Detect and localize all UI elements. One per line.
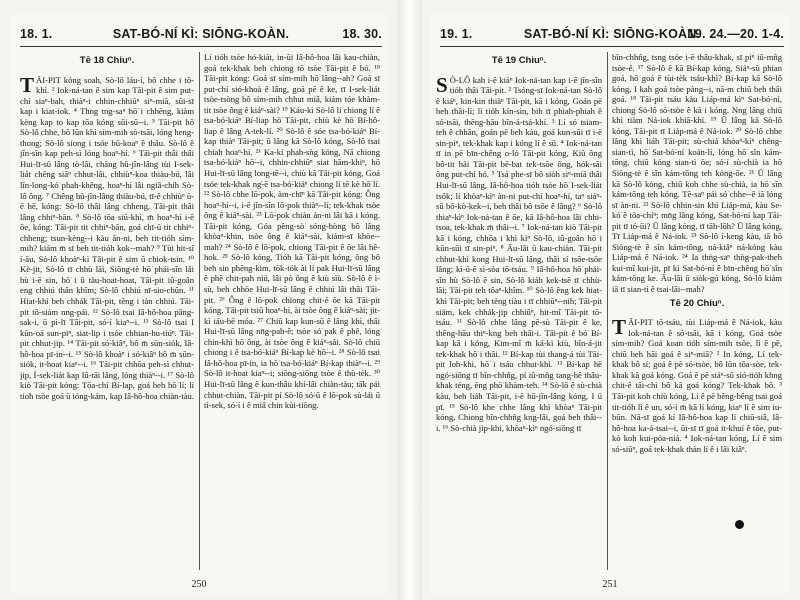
chapter-18-title: Tē 18 Chiuⁿ. (79, 55, 135, 66)
left-col2-text: Lí tióh tsòe hó-kiát, in-ūi Iâ-hô-hoa lâi kau-chiàn, goá tek-khak beh chiong tō tsòe Tāi-pit ê bó͘. ¹⁸ Tāi-pit kóng: Goá sī sím-mih hō lâng--ah? Goá sī put-chí sió-khoà ê lâng, goá pē ê ke, tī I-sek-liát tsòe-tsòng bô sím-mih chhut miâ, kiám tóe khàm-tit tsòe ông ê kiáⁿ-sài? ¹⁹ Káu-kì Sò-lô lí chiong lí ê tsa-bó͘-kiáⁿ Bí-liap hō͘ Tāi-pit, chiù kè hō͘ Bí-hô-liap ê lâng A-tek-lí. ²⁰ Sò-lô ê sóe tsa-bó͘-kiáⁿ Bí-kap thiàⁿ Tāi-pit; ū lâng kā Sò-lô kóng, Sò-lô tsai chiah hoaⁿ-hí. ²¹ Ka-kí phah-sǹg kóng, Nā chiong tsa-bó͘-kiáⁿ hō͘--i, chhin-chhiūⁿ siat hām-khiⁿ, hō͘ Hui-lī-sū lâng long-tē--i, chiù kā Tāi-pit kóng, Goá tsóe tek-khak ng̍-ē tsa-bó͘-kiáⁿ chiong lí tē kè hō͘ lí. ²² Sò-lô chhe lō͘-pok, àm-chīⁿ kā Tāi-pit kóng: Ông hoaⁿ-hí--i, i-ē jîn-sîn lō͘-pok thiàⁿ--lí; tek-khak tsòe ông ê kiáⁿ-sài. ²³ Lō͘-pok chiàu án-ni lâi kā i kóng. Tāi-pit kóng, Góa pêng-sò͘ sóng-hòng bô lâng khòaⁿ-khin, tsòe ông ê kiáⁿ-sài, kiám-sī khòe--mah? ²⁴ Sò-lô ê lō͘-pok, chiong Tāi-pit ê ōe lâi hê-hok. ²⁵ Sò-lô kóng, Tióh kā Tāi-pit kóng, ông bô beh sin phēng-kim, tōk-tók ài lí pak Hui-lī-sū lâng ê phê chit-pah niú, lâi pò ông ê kiù sìù. Sò-lô ê ì-sù, beh chhōe Hui-lī-sū lâng ê chhiú lâi thâi Tāi-pit. ²⁶ Ông ê lō͘-pok chiong chit-ē ōe kā Tāi-pit kóng, Tāi-pit tsiū hoaⁿ-hí, ài tsòe ông ê kiáⁿ-sài; jit-kì iáu-bē móa. ²⁷ Chiū kap kun-sū ê lâng khì, thâi Hui-lī-sū lâng nn̄g-pah-ê; tsòe só͘ pak ê phê, lóng chin-khì hō͘ ông, ài tsòe ông ê kiáⁿ-sài. Sò-lô chiū chiong i ê tsa-bó͘-kiáⁿ Bí-kap kè hō͘--i. ²⁸ Sò-lô tsai Iâ-hô-hoa pī-in, ia hō͘ tsa-bó͘-kiáⁿ Bí-kap thiàⁿ--i. ²⁹ Sò-lô it-hoat kiaⁿ--i; siōng-siōng tsòe ê thù-tèk. ³⁰ Hui-lī-sū lâng ê kun-thâu khí-lâi chiàn-tàu; tāk pái chhut-chiàn, Tāi-pit pí Sò-lô só͘-ū ê lō͘-pok sù-lái ū tì-sek, só͘-í i ê miâ chin kùi-tiōng. (204, 52, 380, 411)
right-page (430, 14, 790, 594)
drop-cap: S (436, 72, 448, 97)
right-col1-text: Ò-LÔ kah i-ê kiáⁿ Iok-ná-tan kap i-ē jîn-sîn tióh thâi Tāi-pit. ² Tsóng-sī Iok-ná-tan Sò-lô ê kiáⁿ, kin-kin thiàⁿ Tāi-pit, kā i kóng, Goán pē beh thâi-lí; lí tióh kín-sìn, bih tī phiah-phiah ê só͘-tsāi, thēng-hāu bîn-á-tsá-khí. ³ Lí só͘ tsiam-teh ê chhân, goán pē beh kàu, goá kun-sūi tī i-ē sin-piⁿ, tek-khak kap i kóng lí ê sū. ⁴ Iok-ná-tan tī in pē bīn-chêng o-ló Tāi-pit kóng, Kiû ông bô-tit hāi Tāi-pit bē-bat tek-tsōe ông, hók-sāi ông put-chí hó. ⁵ Tsá phe-sī bô siòh siⁿ-miā thâi Hui-lī-sū lâng, Iâ-hô-hoa tióh tsòe hō͘ I-sek-liát tsôk; lí khòaⁿ-kìⁿ àn-ni put-chí hoaⁿ-hí, taⁿ siáⁿ-sū bô-kò͘-kek--i, beh thâi bô tsōe ê lâng? ⁶ Sò-lô thiaⁿ-kìⁿ Iok-ná-tan ê ōe, kā Iâ-hô-hoa lâi chhi-tsoa, tek-khak m̄ thâi--i. ⁷ Iok-ná-tan kiò Tāi-pit kā i kóng, chhōa i khì kìⁿ Sò-lô, iû-goân hō͘ i kūn-sūi tī sin-piⁿ. ⁸ Āu-lâi ū kau-chiàn. Tāi-pit chhut-khì kong Hui-lī-sū lâng, thâi sí tsōe-tsōe lâng; kì-ū-ē sì-sòa tō-tsáu. ⁹ Iâ-hô-hoa hō͘ phái-sîn hù Sò-lô ê sin, Sò-lô kiáh kek-tsē tī chhù-lāi; Tāi-pit teh tôaⁿ-khîm. ¹⁰ Sò-lô êng kek hiat-khì Tāi-pit; beh tèng tiàu i tī chhiūⁿ--nih; Tāi-pit siám, kek chhák-jip chhiūⁿ, hit-mî Tāi-pit tō-tsáu. ¹¹ Sò-lô chhe lâng pē-sù Tāi-pit ê ke, thêng-hāu thiⁿ-kng beh thâi-i. Tāi-pit ê bó͘ Bí-kap kā i kóng, Kim-mî m̄ kā-kì kiù, bîn-á-jit tek-khak hō͘ i thâi. ¹² Bí-kap tùi thang-á tùi Tāi-pit loh-khì, hō͘ i tsáu chhut-khì. ¹³ Bí-kap hē ngó͘-siōng tī bîn-chhn̂g, pí iû-mn̂g tang-hê thâu-khak téng, ēng phō͘ khàm-teh. ¹⁴ Sò-lô ê sù-chià kàu, beh liáh Tāi-pit, i-ē hū-jîn-lâng kóng, I ū pī. ¹⁵ Sò-lô khe chhe lâng khì khòaⁿ Tāi-pit kóng, Chiong bîn-chhn̂g kng-lâi, goá beh thâi--i. ¹⁶ Sò-chià jip-khì, khòaⁿ-kìⁿ ngó͘-siōng tī (436, 74, 602, 433)
chapter-20-body (612, 317, 782, 454)
column-divider (199, 52, 200, 570)
chapter-20-title: Tē 20 Chiuⁿ. (669, 297, 725, 309)
right-page-number: 251 (602, 579, 618, 590)
left-column-2 (204, 52, 380, 572)
right-column-1 (436, 52, 602, 572)
left-header-title: SAT-BÓ-NÍ KÌ: SIŌNG-KOÀN. (112, 27, 290, 41)
right-column-2 (612, 52, 782, 572)
left-column-1 (20, 52, 194, 572)
right-col2-text-b: ĀI-PIT tō-tsáu, tùi Liáp-má ê Ná-iok, kàu Iok-ná-tan ê só͘-tsāi, kā i kóng, Goá tsòe sím-mih? Goá koan tióh sím-mih tsōe, lí ê pē, chiū beh hāi goá ê siⁿ-miā? ² In kóng, Lí tek-khak bô sí; goá ê pē só͘-tsòe, bô lūn tōa-sòe, tek-khak kā goá kóng. Goá ê pē siáⁿ-sū sió-tióh khng chit-ê tāi-chì bô kā goá kóng? Tek-khak bô. ³ Tāi-pit koh chiù kóng, Lí ê pē bêng-bêng tsai goá tit-tióh lí ê un, só͘-í m̄ kā lí kóng, kiaⁿ lí ê sim iu-būn. Nā-sī goá kí Iâ-hô-hoa kap lí chiū-siâ, Iâ-hô-hoa ka-á-tsai--i, ūi-sī tī goá it-khuí ê tōe, put-kò koh kui-póa-niá. ⁴ Iok-ná-tan kóng, Lí ê sim só͘-siūⁿ, goá tek-khak thàn lí ê i lâi kiâⁿ. (612, 317, 782, 454)
left-page-header (20, 24, 382, 47)
right-header-ref-right: 19. 24.—20. 1-4. (687, 27, 784, 41)
right-header-ref-left: 19. 1. (440, 27, 473, 41)
left-header-ref-right: 18. 30. (342, 27, 382, 41)
chapter-18-body (20, 72, 194, 402)
chapter-19-body (436, 72, 602, 434)
right-page-header (440, 24, 784, 47)
chapter-19-title: Tē 19 Chiuⁿ. (491, 55, 547, 66)
left-page (10, 14, 388, 594)
column-divider (607, 52, 608, 570)
ink-blot (735, 520, 744, 529)
drop-cap: T (612, 315, 627, 340)
drop-cap: T (20, 72, 35, 97)
book-gutter (398, 0, 422, 600)
left-header-ref-left: 18. 1. (20, 27, 53, 41)
left-col1-text: ĀI-PIT kóng soah, Sò-lô láu-í, bô chhe i tō-khì. ² Iok-ná-tan ê sim kap Tāi-pit ê sim put-chí siaⁿ-bah, thiàⁿ-i chhin-chhiūⁿ siⁿ-miā, sūi-sī kap i kiat-iok. ⁴ Thng tng-saⁿ hō͘ i chhēng, kiàm kèng kap to kap tōa kóng sūi-sū--i. ⁵ Tāi-pit hō͘ Sò-lô chhe, bô lūn khì sím-mih sò͘-tsāi, lóng heng-thong; Sò-lô siong i tsóe bū-koaⁿ ê thâu. Sò-lô ê jîn-sîn kap peh-sì lóng hoaⁿ-hí. ⁶ Tāi-pit thâi thâi Hui-lī-sū lâng tò-lâi, chāng hū-jîn-lâng tùi I-sek-liát chēng siāⁿ chhut-lâi, chhiùⁿ-koa thiàu-bú, lâi lîn-long-kó͘ phah-khêng, hoaⁿ-hí lâi ngiâ-chih Sò-lô ông. ⁷ Chêng hū-jîn-lâng thiàu-bú, tī-ê chhiùⁿ ū-ē hē, kóng: Sò-lô thâi lâng chheng, Tāi-pit thâi lâng chhiⁿ-bān. ⁸ Sò-lô tōa siū-khì, m̄ hoaⁿ-hí i-ē ōe, kóng: Tāi-pit tit chhiⁿ-bān, goá chī-ū tit chhiⁿ-chheng; tsun-kèng--i kàu ān-ni, beh tit-tióh sím-mih? kiám m̄ sī beh tit-tióh kok--mah? ⁹ Tùi hit-sî í-āu, Sò-lô khoàⁿ-kì Tāi-pit ê sim ū chiok-tsin. ¹⁰ Kè-jit, Sò-lô tī chhù lāi, Siōng-tè hō͘ phái-sîn lâi hù i-ē sin, hō͘ i ū tàu-hoat-hoat, Tāi-pit iû-goân eng chhiú thân khîm; Sò-lô chhiú nī-sio-chûn. ¹¹ Hiat-khì beh chhák Tāi-pit, tēng i tàn chhiú. Tāi-pit tō-siám nng-pái. ¹² Sò-lô tsai Iâ-hô-hoa pāng-sak-i, ū pì-lī Tāi-pit, só͘-í kiaⁿ--i. ¹³ Sò-lô tsai I kūn-oá sun-piⁿ, siat-lip i tsòe chhian-hu-tiúⁿ. Tāi-pit chhut-jip. ¹⁴ Tāi-pit só͘-kiâⁿ, bô m̄ sūn-siók, Iâ-hô-hoa pī-in--i. ¹⁵ Sò-lô khoàⁿ i só͘-kiâⁿ bô m̄ sūn-siók, it-hoat kiaⁿ--i. ¹⁶ Tāi-pit chhōa peh-sì chhut-jip, Í-sek-liát kap Iû-tāi lâng, lóng thiàⁿ--i. ¹⁷ Sò-lô kiò Tāi-pit kóng: Tōa-chí Bí-lap, goá beh hō͘ lí; lí tio̍h tsòe goá ū ióng-kám, kap Iâ-hô-hoa chiàn-tàu. (20, 74, 194, 401)
right-header-title: SAT-BÓ-NÍ KÌ: SIŌNG-KOÀN. (523, 27, 701, 41)
right-col2-text: bîn-chhn̂g, tsng tsóe i-ē thâu-khak, sī piⁿ iû-mn̂g tsòe-ê. ¹⁷ Sò-lô ē kā Bí-kap kóng, Siáⁿ-sū phian goá, hō͘ goá ê tùi-tèk tsáu-khì? Bí-kap kā Sò-lô kóng, I kah goá tsòe pàng--i, nā-m chiū beh thâi goá. ¹⁸ Tāi-pit tsáu kàu Liáp-má kìⁿ Sat-bó͘-ní, chiong Sò-lô só͘-tsòe ê kā i kóng. Nng lâng chiū khì tiàm Ná-iok khiā-khí. ¹⁹ Ū lâng kā Sò-lô kóng, Tāi-pit tī Liáp-má ê Ná-iok. ²⁰ Sò-lô chhe lâng khì liáh Tāi-pit; sù-chiá khòaⁿ-kìⁿ chêng-sian-tì, hō͘ Sat-bó͘-ní koán-lí, lóng hō͘ sîn kám-tōng, chiū kóng sian-tì ōe; só͘-í sù-chià ia hō͘ Siōng-tè ê sîn kám-tōng teh kóng-ōe. ²¹ Ū lâng kā Sò-lô kóng, chiū koh chhe sù-chià, ia hō͘ sîn kám-tōng teh kóng. Tē-saⁿ pái só͘ chhe--ê iā lóng sī àn-ni. ²² Sò-lô chhin-sin khì Liáp-má, kàu Se-kó͘ ê tōa-chíⁿ; mn̄g lâng kóng, Sat-bó͘-ní kap Tāi-pit tī tó-ūi? Ū lâng kóng, tī tāh-lōh? Ū lâng kóng, Tī Liáp-má ê Ná-iok. ²³ Sò-lô í-keng kàu, iā hō͘ Siōng-tè ê sîn kám-tōng, ná-kiâⁿ ná-kóng kàu Liáp-má ê Ná-iok. ²⁴ Ia thǹg-saⁿ thǹg-pak-theh kui-mî kui-jit, pī kì Sat-bó͘-ní ê bīn-chêng hō͘ sîn kám-tōng ke. Āu-lâi ū siòk-gú kóng, Sò-lô kiám iā tī sian-tì ê tsai-lāi--mah? (612, 52, 782, 295)
left-page-number: 250 (191, 579, 207, 590)
